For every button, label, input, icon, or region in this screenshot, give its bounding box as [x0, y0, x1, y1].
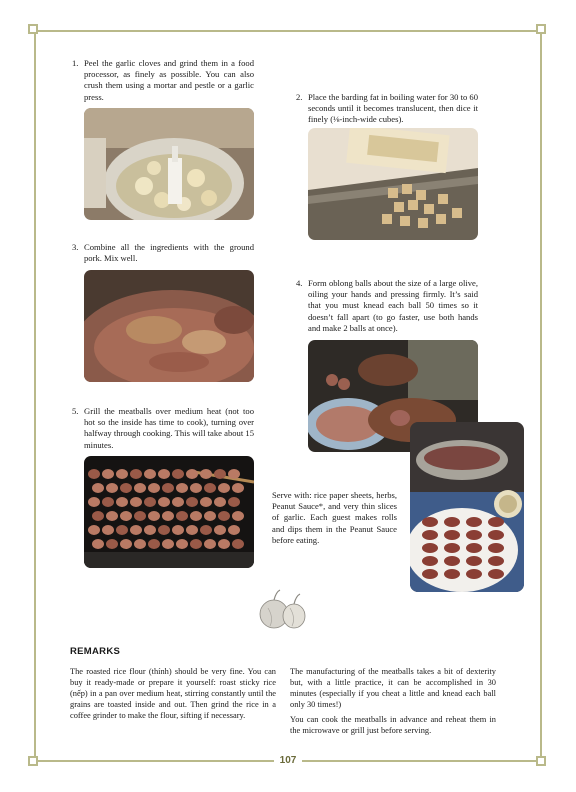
step-text: Peel the garlic cloves and grind them in a food processor, as finely as possible. You can also crush them using a mortar and pestle or a garlic press. — [84, 58, 254, 102]
plated-meatballs-photo — [410, 422, 524, 592]
step-number: 2. — [296, 92, 303, 102]
remarks-left-column — [70, 666, 276, 725]
step-number: 1. — [72, 58, 79, 68]
garlic-illustration — [256, 588, 316, 637]
border-corner-ornament — [28, 756, 38, 766]
step-2 — [296, 92, 478, 126]
border-corner-ornament — [536, 756, 546, 766]
remarks-paragraph: The manufacturing of the meatballs takes a bit of dexterity but, with a little practice, it can be accomplished in 30 minutes (especially if you cheat a little and knead each ball only 30 times!) — [290, 667, 496, 709]
diced-barding-fat-photo — [308, 128, 478, 240]
remarks-right-column — [290, 666, 496, 740]
remarks-paragraph: The roasted rice flour (thính) should be very fine. You can buy it ready-made or prepare it yourself: roast sticky rice (nếp) in a pan over medium heat, stirring constantly until the grains are toasted inside and out. Then grind the rice in a coffee grinder to make the flour, sifting if necessary. — [70, 667, 276, 720]
ground-pork-mixture-photo — [84, 270, 254, 382]
step-text: Form oblong balls about the size of a large olive, oiling your hands and pressing firmly. It’s said that you must knead each ball 50 times so it doesn’t fall apart (to go faster, use both hands and make 2 balls at once). — [308, 278, 478, 333]
step-text: Combine all the ingredients with the ground pork. Mix well. — [84, 242, 254, 264]
step-5 — [72, 406, 254, 451]
garlic-food-processor-photo — [84, 108, 254, 220]
grilled-meatballs-photo — [84, 456, 254, 568]
step-number: 4. — [296, 278, 303, 288]
page-number: 107 — [274, 755, 302, 766]
remarks-heading: REMARKS — [70, 646, 121, 657]
serving-note: Serve with: rice paper sheets, herbs, Peanut Sauce*, and very thin slices of garlic. Each guest makes rolls and dips them in the Peanut Sauce before eating. — [272, 490, 397, 545]
border-corner-ornament — [536, 24, 546, 34]
step-text: Place the barding fat in boiling water for 30 to 60 seconds until it becomes translucent, then dice it finely (⅛-inch-wide cubes). — [308, 92, 478, 125]
step-1 — [72, 58, 254, 103]
step-number: 3. — [72, 242, 79, 252]
step-4 — [296, 278, 478, 334]
border-corner-ornament — [28, 24, 38, 34]
step-text: Grill the meatballs over medium heat (not too hot so the inside has time to cook), turning over halfway through cooking. This will take about 15 minutes. — [84, 406, 254, 450]
remarks-paragraph: You can cook the meatballs in advance and reheat them in the microwave or grill just before serving. — [290, 715, 496, 735]
step-number: 5. — [72, 406, 79, 416]
step-3 — [72, 242, 254, 264]
